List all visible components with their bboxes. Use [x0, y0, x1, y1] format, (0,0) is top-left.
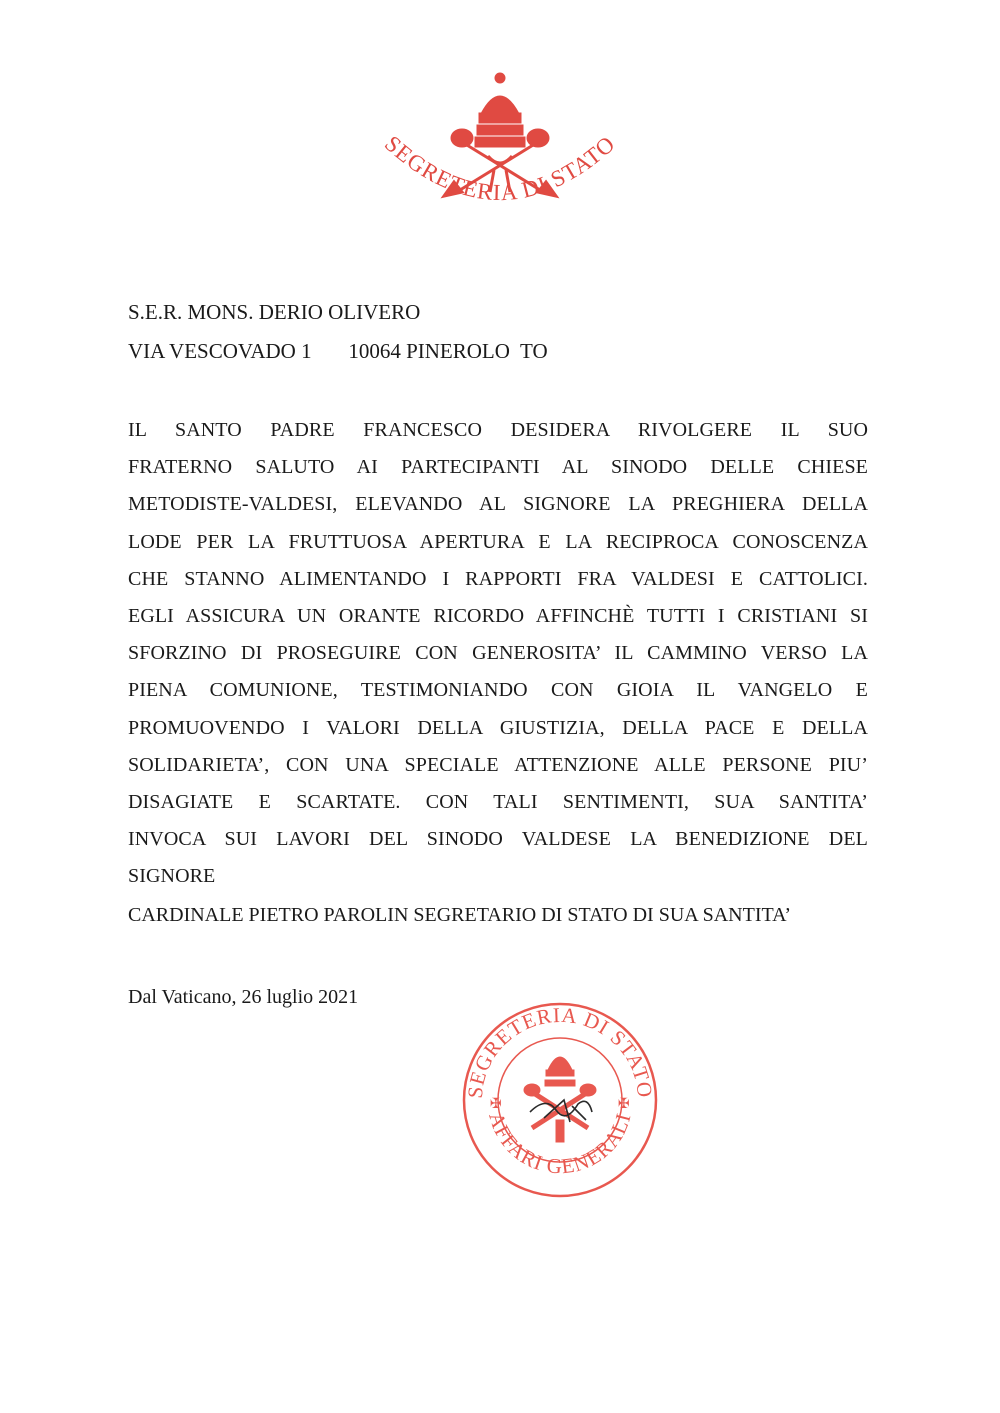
body-line: INVOCA SUI LAVORI DEL SINODO VALDESE LA BENEDIZIONE DEL [128, 828, 868, 851]
recipient-address: VIA VESCOVADO 1 10064 PINEROLO TO [128, 339, 548, 363]
body-line: PIENA COMUNIONE, TESTIMONIANDO CON GIOIA IL VANGELO E [128, 679, 868, 702]
papal-coat-of-arms-icon [370, 70, 630, 230]
recipient-name: S.E.R. MONS. DERIO OLIVERO [128, 300, 421, 324]
body-line: SFORZINO DI PROSEGUIRE CON GENEROSITA’ IL CAMMINO VERSO LA [128, 642, 868, 665]
body-line: SOLIDARIETA’, CON UNA SPECIALE ATTENZIONE ALLE PERSONE PIU’ [128, 753, 868, 776]
official-stamp [460, 1000, 660, 1200]
stamp-bottom-text: AFFARI GENERALI [484, 1109, 636, 1179]
stamp-seal-icon [460, 1000, 660, 1200]
body-line: IL SANTO PADRE FRANCESCO DESIDERA RIVOLGERE IL SUO [128, 419, 868, 441]
letterhead-text: SEGRETERIA DI STATO [379, 130, 621, 206]
body-line: METODISTE-VALDESI, ELEVANDO AL SIGNORE LA PREGHIERA DELLA [128, 493, 868, 516]
message-body [128, 412, 868, 895]
body-line: FRATERNO SALUTO AI PARTECIPANTI AL SINODO DELLE CHIESE [128, 456, 868, 479]
svg-text:✠: ✠ [618, 1096, 630, 1112]
body-line: SIGNORE [128, 865, 216, 888]
body-line: EGLI ASSICURA UN ORANTE RICORDO AFFINCHÈ TUTTI I CRISTIANI SI [128, 604, 868, 627]
date-line: Dal Vaticano, 26 luglio 2021 [128, 986, 359, 1008]
body-line: LODE PER LA FRUTTUOSA APERTURA E LA RECIPROCA CONOSCENZA [128, 530, 868, 553]
stamp-top-text: SEGRETERIA DI STATO [462, 1002, 658, 1100]
body-line: DISAGIATE E SCARTATE. CON TALI SENTIMENTI, SUA SANTITA’ [128, 790, 868, 813]
letterhead-emblem [370, 70, 630, 230]
signoff: CARDINALE PIETRO PAROLIN SEGRETARIO DI STATO DI SUA SANTITA’ [128, 904, 791, 926]
svg-text:✠: ✠ [490, 1096, 502, 1112]
body-line: PROMUOVENDO I VALORI DELLA GIUSTIZIA, DELLA PACE E DELLA [128, 716, 868, 739]
body-line: CHE STANNO ALIMENTANDO I RAPPORTI FRA VALDESI E CATTOLICI. [128, 567, 868, 590]
